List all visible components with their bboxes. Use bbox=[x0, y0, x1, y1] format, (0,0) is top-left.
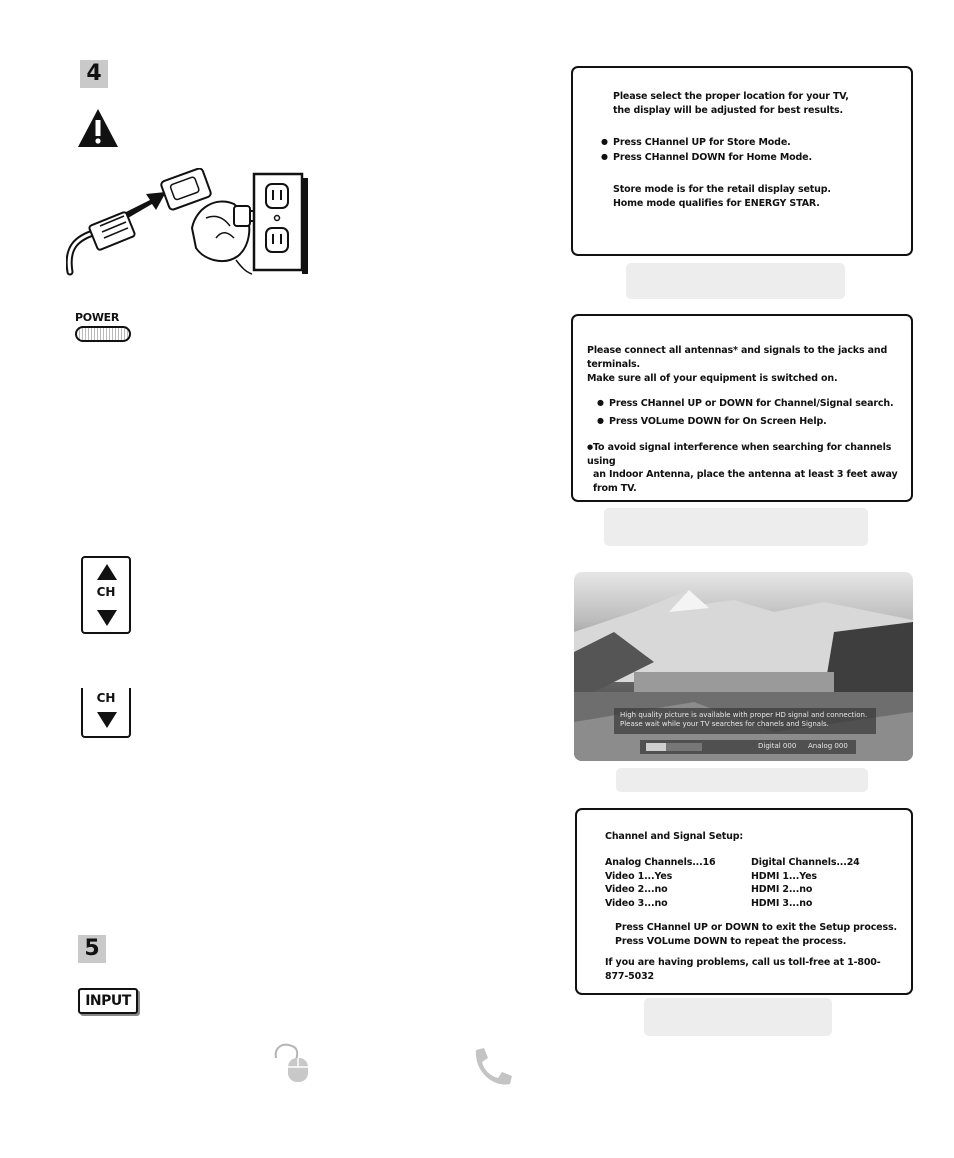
setup-results-table bbox=[605, 856, 897, 911]
search-progress-track bbox=[646, 743, 702, 751]
channel-down-key bbox=[81, 688, 131, 738]
screen2-line1: Please connect all antennas* and signals to the jacks and terminals. bbox=[587, 345, 888, 370]
screen4-instr2: Press VOLume DOWN to repeat the process. bbox=[615, 935, 847, 947]
screen4-help: If you are having problems, call us toll-free at 1-800-877-5032 bbox=[605, 957, 881, 983]
screen4-caption-bar bbox=[644, 998, 832, 1036]
analog-count: Analog 000 bbox=[808, 742, 848, 750]
power-key-label: POWER bbox=[75, 311, 120, 324]
setup-results-right bbox=[751, 856, 897, 911]
arrow-down-icon bbox=[97, 610, 117, 626]
hdmi-2: HDMI 2...no bbox=[751, 884, 813, 896]
arrow-up-icon bbox=[97, 564, 117, 580]
digital-count: Digital 000 bbox=[758, 742, 797, 750]
screen3-info2: Please wait while your TV searches for chanels and Signals. bbox=[620, 720, 829, 729]
screen4-title: Channel and Signal Setup: bbox=[605, 831, 744, 842]
hdmi-1: HDMI 1...Yes bbox=[751, 870, 817, 882]
arrow-down-icon bbox=[97, 712, 117, 728]
screen1-caption-bar bbox=[626, 263, 845, 299]
screen2-note1: ●To avoid signal interference when searching for channels using bbox=[587, 441, 892, 467]
step-5-badge: 5 bbox=[78, 935, 106, 963]
hdmi-3: HDMI 3...no bbox=[751, 898, 813, 910]
channel-key-label: CH bbox=[96, 585, 116, 599]
screen4-instr1: Press CHannel UP or DOWN to exit the Setup process. bbox=[615, 921, 897, 933]
search-info-panel bbox=[614, 708, 876, 734]
screen1-note2: Home mode qualifies for ENERGY STAR. bbox=[613, 197, 820, 209]
location-select-screen bbox=[571, 66, 913, 256]
input-key-label: INPUT bbox=[85, 993, 131, 1009]
warning-triangle-icon bbox=[76, 107, 120, 149]
channel-up-down-key bbox=[81, 556, 131, 634]
digital-channels: Digital Channels...24 bbox=[751, 856, 860, 868]
input-key bbox=[78, 988, 138, 1014]
screen1-bullet-home: ● Press CHannel DOWN for Home Mode. bbox=[601, 151, 911, 165]
antenna-connect-screen bbox=[571, 314, 913, 502]
channel-key-label: CH bbox=[96, 691, 116, 705]
screen2-note2: an Indoor Antenna, place the antenna at least 3 feet away from TV. bbox=[593, 469, 898, 495]
channel-search-screen bbox=[574, 572, 913, 761]
search-status-bar bbox=[640, 740, 856, 754]
video-2: Video 2...no bbox=[605, 884, 668, 896]
screen2-caption-bar bbox=[604, 508, 868, 546]
mouse-icon bbox=[272, 1040, 312, 1084]
screen1-line1: Please select the proper location for your TV, bbox=[613, 91, 849, 102]
setup-results-left bbox=[605, 856, 751, 911]
screen1-bullet-store: ● Press CHannel UP for Store Mode. bbox=[601, 136, 911, 150]
step-4-badge: 4 bbox=[80, 60, 108, 88]
screen1-note1: Store mode is for the retail display setup. bbox=[613, 184, 831, 196]
screen3-caption-bar bbox=[616, 768, 868, 792]
screen1-line2: the display will be adjusted for best results. bbox=[613, 104, 843, 116]
power-button-graphic bbox=[75, 326, 131, 342]
power-cord-plug-illustration bbox=[66, 168, 316, 276]
setup-summary-screen bbox=[575, 808, 913, 995]
search-progress-fill bbox=[646, 743, 666, 751]
analog-channels: Analog Channels...16 bbox=[605, 856, 716, 868]
screen2-line2: Make sure all of your equipment is switched on. bbox=[587, 372, 838, 384]
screen2-bullet-search: ● Press CHannel UP or DOWN for Channel/Signal search. bbox=[597, 397, 911, 411]
screen2-bullet-help: ● Press VOLume DOWN for On Screen Help. bbox=[597, 415, 911, 429]
power-key bbox=[75, 312, 131, 342]
video-3: Video 3...no bbox=[605, 898, 668, 910]
phone-icon bbox=[470, 1046, 514, 1088]
screen3-info1: High quality picture is available with proper HD signal and connection. bbox=[620, 711, 868, 719]
video-1: Video 1...Yes bbox=[605, 870, 673, 882]
